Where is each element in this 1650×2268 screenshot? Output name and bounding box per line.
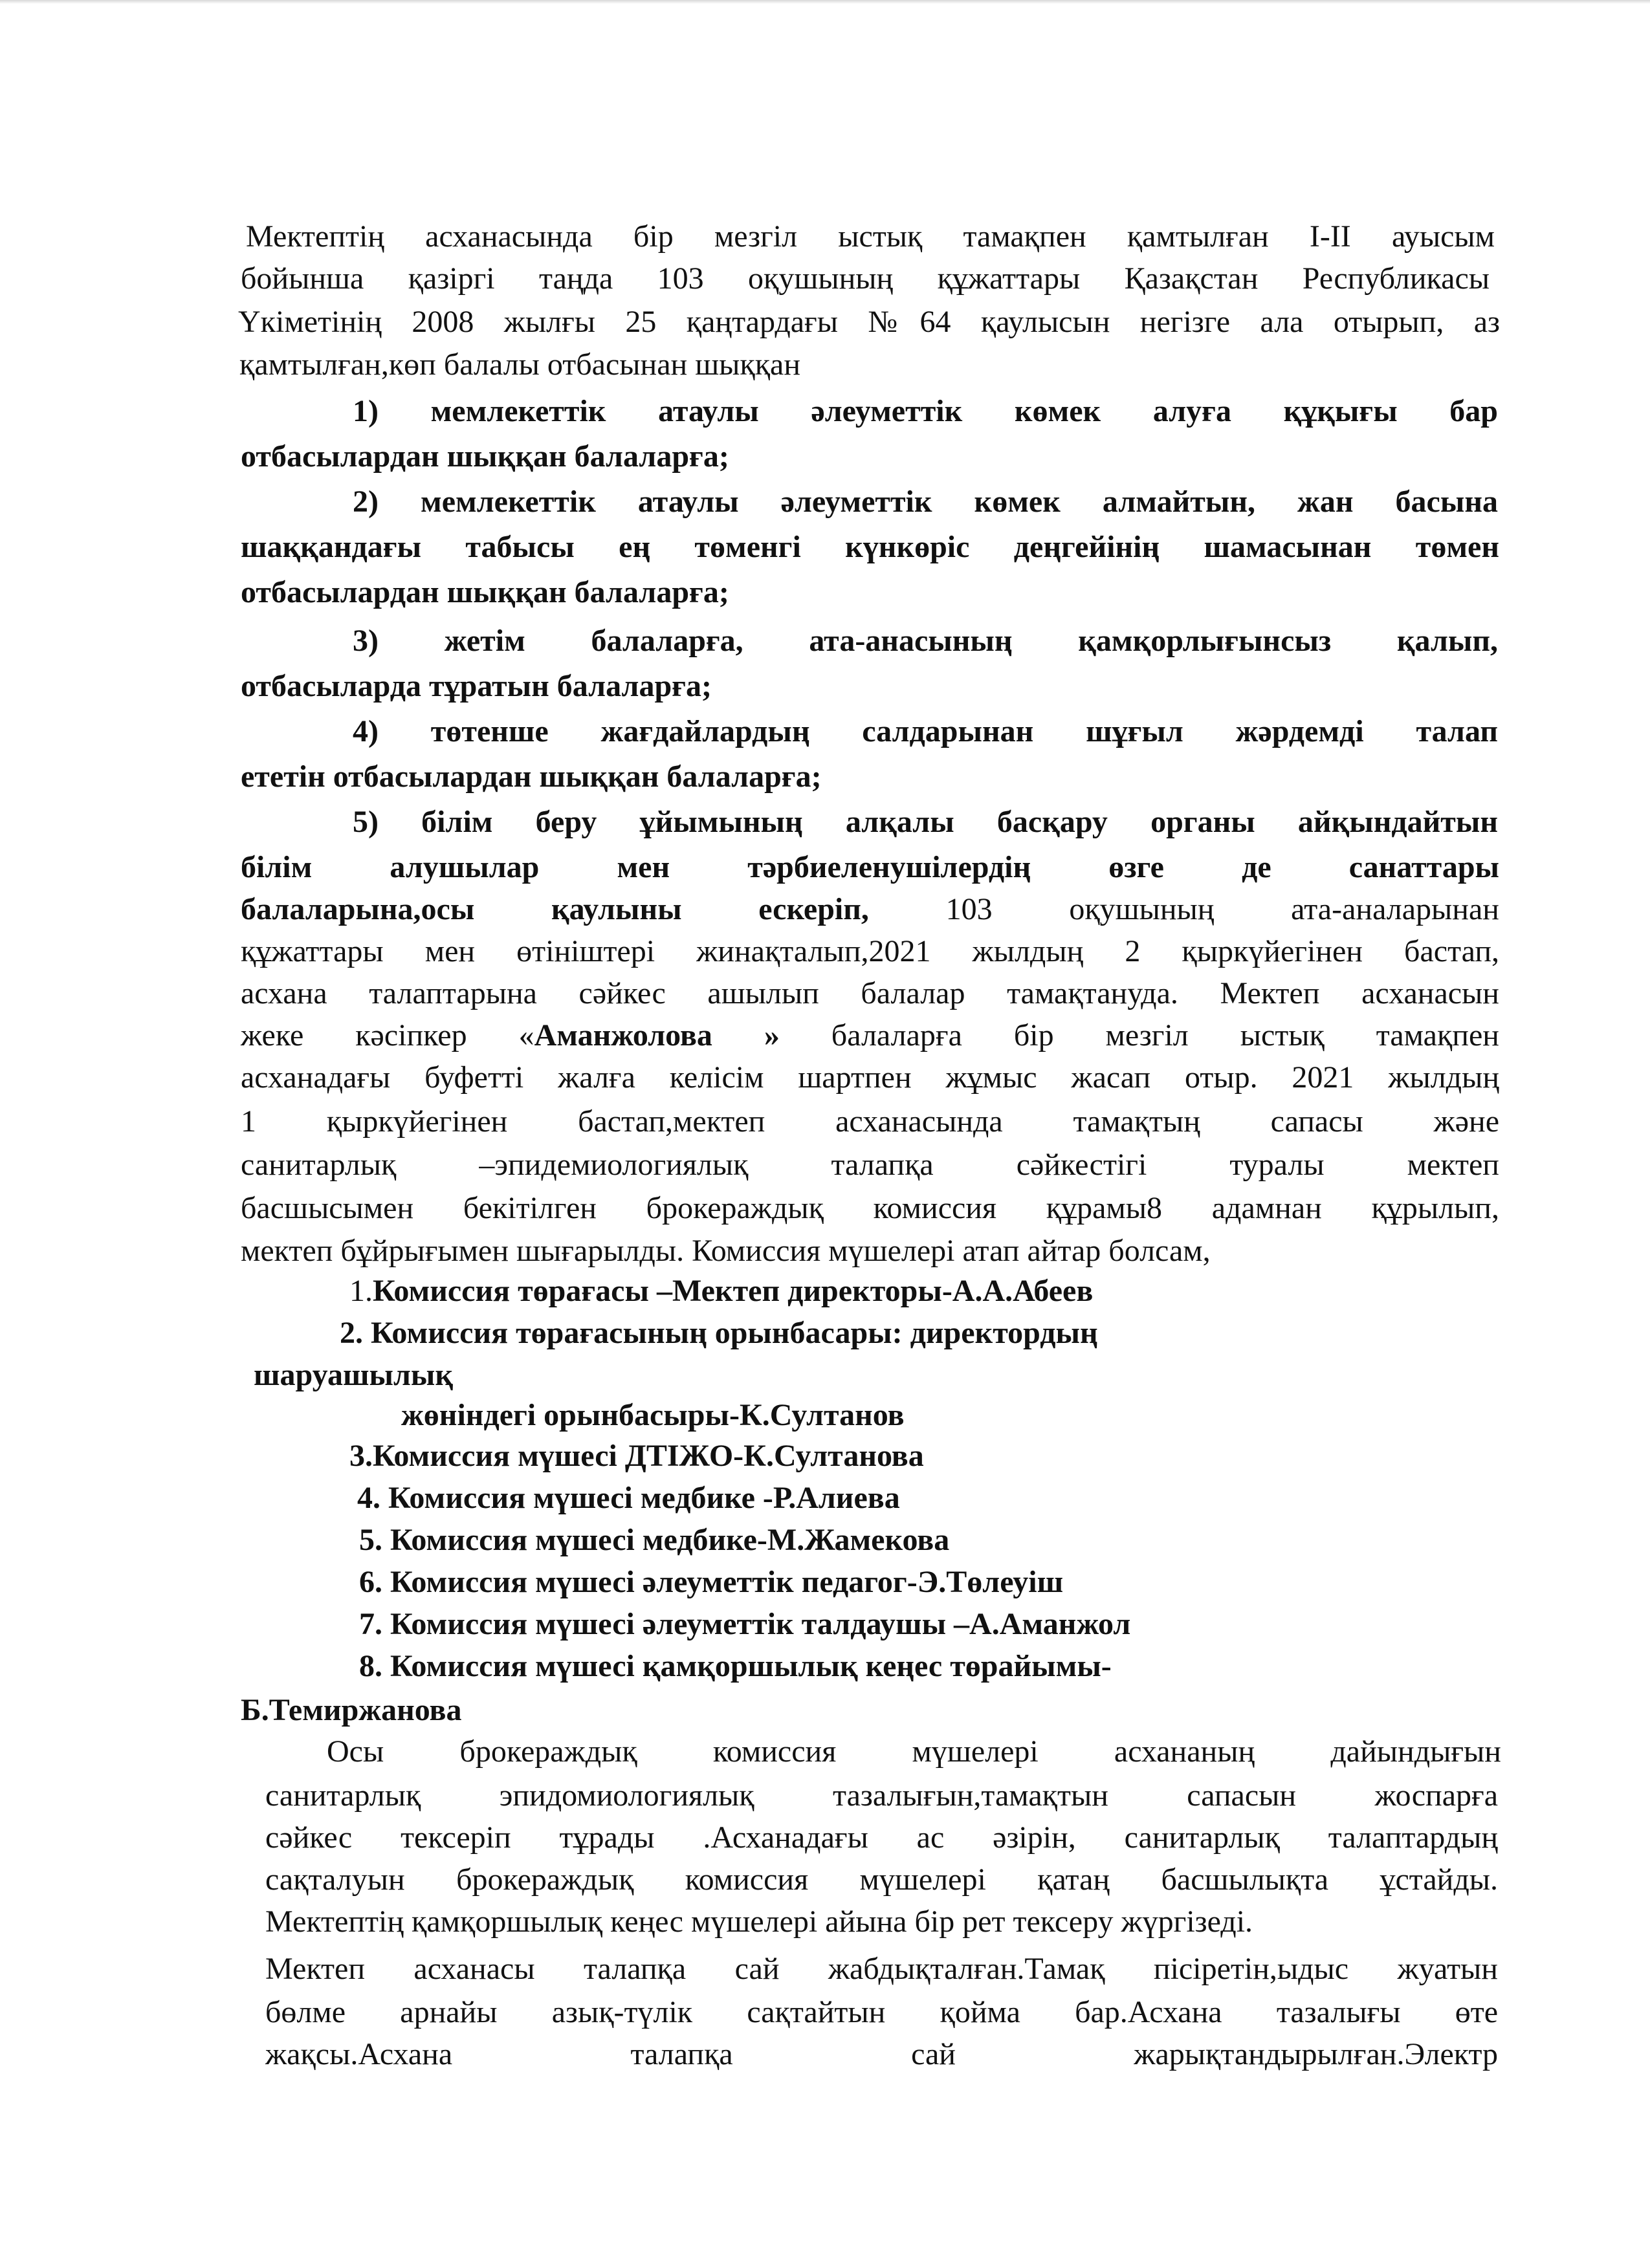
body-line-3: [241, 1012, 1499, 1059]
member-1-number: 1.: [349, 1274, 373, 1308]
body-line-7: басшысымен бекітілген брокераждық комиссия құрамы8 адамнан құрылып,: [241, 1191, 1499, 1225]
item-5-line-3: [241, 886, 1499, 933]
body-line-3-a: жеке кәсіпкер «: [241, 1018, 534, 1052]
closing-line-4: сақталуын брокераждық комиссия мүшелері қатаң басшылықта ұстайды.: [265, 1862, 1498, 1897]
item-5-regular-end: 103 оқушының ата-аналарынан: [868, 892, 1499, 926]
body-line-2: асхана талаптарына сәйкес ашылып балалар тамақтануда. Мектеп асханасын: [241, 976, 1499, 1010]
closing-line-7: бөлме арнайы азық-түлік сақтайтын қойма бар.Асхана тазалығы өте: [265, 1995, 1498, 2029]
item-5-bold-end: балаларына,осы қаулыны ескеріп,: [241, 892, 869, 926]
member-2-line-1: 2. Комиссия төрағасының орынбасары: директордың: [340, 1316, 1098, 1350]
item-2-line-1: 2) мемлекеттік атаулы әлеуметтік көмек алмайтын, жан басына: [353, 485, 1498, 519]
item-5-line-1: 5) білім беру ұйымының алқалы басқару органы айқындайтын: [353, 805, 1498, 839]
body-line-3-name: Аманжолова »: [534, 1018, 780, 1052]
item-2-line-3: отбасылардан шыққан балаларға;: [241, 575, 729, 609]
body-line-3-b: балаларға бір мезгіл ыстық тамақпен: [779, 1018, 1499, 1052]
item-1-line-2: отбасылардан шыққан балаларға;: [241, 439, 729, 474]
member-5: 5. Комиссия мүшесі медбике-М.Жамекова: [359, 1523, 950, 1557]
closing-line-3: сәйкес тексеріп тұрады .Асханадағы ас әзірін, санитарлық талаптардың: [265, 1820, 1498, 1855]
closing-line-6: Мектеп асханасы талапқа сай жабдықталған.Тамақ пісіретін,ыдыс жуатын: [265, 1952, 1498, 1986]
item-3-line-1: 3) жетім балаларға, ата-анасының қамқорлығынсыз қалып,: [353, 624, 1498, 658]
item-5-line-2: білім алушылар мен тәрбиеленушілердің өзге де санаттары: [241, 850, 1499, 884]
body-line-6: санитарлық –эпидемиологиялық талапқа сәйкестігі туралы мектеп: [241, 1148, 1499, 1182]
body-line-8: мектеп бұйрығымен шығарылды. Комиссия мүшелері атап айтар болсам,: [241, 1234, 1211, 1268]
item-3-line-2: отбасыларда тұратын балаларға;: [241, 669, 712, 703]
scan-edge: [0, 0, 1650, 4]
member-1: [349, 1268, 1093, 1314]
intro-line-4: қамтылған,көп балалы отбасынан шыққан: [239, 347, 801, 382]
member-2-line-2: шаруашылық: [254, 1358, 454, 1392]
member-4: 4. Комиссия мүшесі медбике -Р.Алиева: [357, 1481, 900, 1515]
member-8-line-1: 8. Комиссия мүшесі қамқоршылық кеңес төрайымы-: [359, 1649, 1112, 1683]
intro-line-1: Мектептің асханасында бір мезгіл ыстық тамақпен қамтылған I-II ауысым: [246, 219, 1495, 254]
item-2-line-2: шаққандағы табысы ең төменгі күнкөріс деңгейінің шамасынан төмен: [241, 530, 1499, 564]
member-1-text: Комиссия төрағасы –Мектеп директоры-А.А.Абеев: [373, 1274, 1094, 1308]
intro-line-2: бойынша қазіргі таңда 103 оқушының құжаттары Қазақстан Республикасы: [241, 261, 1490, 296]
body-line-5: 1 қыркүйегінен бастап,мектеп асханасында тамақтың сапасы және: [241, 1104, 1499, 1139]
item-1-line-1: 1) мемлекеттік атаулы әлеуметтік көмек алуға құқығы бар: [353, 394, 1498, 428]
item-4-line-2: ететін отбасылардан шыққан балаларға;: [241, 759, 822, 794]
closing-line-5: Мектептің қамқоршылық кеңес мүшелері айына бір рет тексеру жүргізеді.: [265, 1904, 1253, 1939]
member-8-line-2: Б.Темиржанова: [241, 1693, 462, 1727]
closing-line-2: санитарлық эпидомиологиялық тазалығын,тамақтын сапасын жоспарға: [265, 1778, 1498, 1813]
body-line-4: асханадағы буфетті жалға келісім шартпен жұмыс жасап отыр. 2021 жылдың: [241, 1060, 1499, 1095]
closing-line-8: жақсы.Асхана талапқа сай жарықтандырылған.Электр: [265, 2037, 1498, 2071]
member-3: 3.Комиссия мүшесі ДТІЖО-К.Султанова: [349, 1439, 924, 1473]
member-2-line-3: жөніндегі орынбасыры-К.Султанов: [401, 1398, 905, 1432]
member-7: 7. Комиссия мүшесі әлеуметтік талдаушы –А.Аманжол: [359, 1607, 1131, 1641]
intro-line-3: Үкіметінің 2008 жылғы 25 қаңтардағы №64 қаулысын негізге ала отырып, аз: [238, 305, 1500, 339]
member-6: 6. Комиссия мүшесі әлеуметтік педагог-Э.Төлеуіш: [359, 1565, 1064, 1599]
body-line-1: құжаттары мен өтініштері жинақталып,2021 жылдың 2 қыркүйегінен бастап,: [241, 934, 1499, 968]
closing-line-1: Осы брокераждық комиссия мүшелері асхананың дайындығын: [327, 1734, 1501, 1769]
item-4-line-1: 4) төтенше жағдайлардың салдарынан шұғыл жәрдемді талап: [353, 714, 1498, 748]
